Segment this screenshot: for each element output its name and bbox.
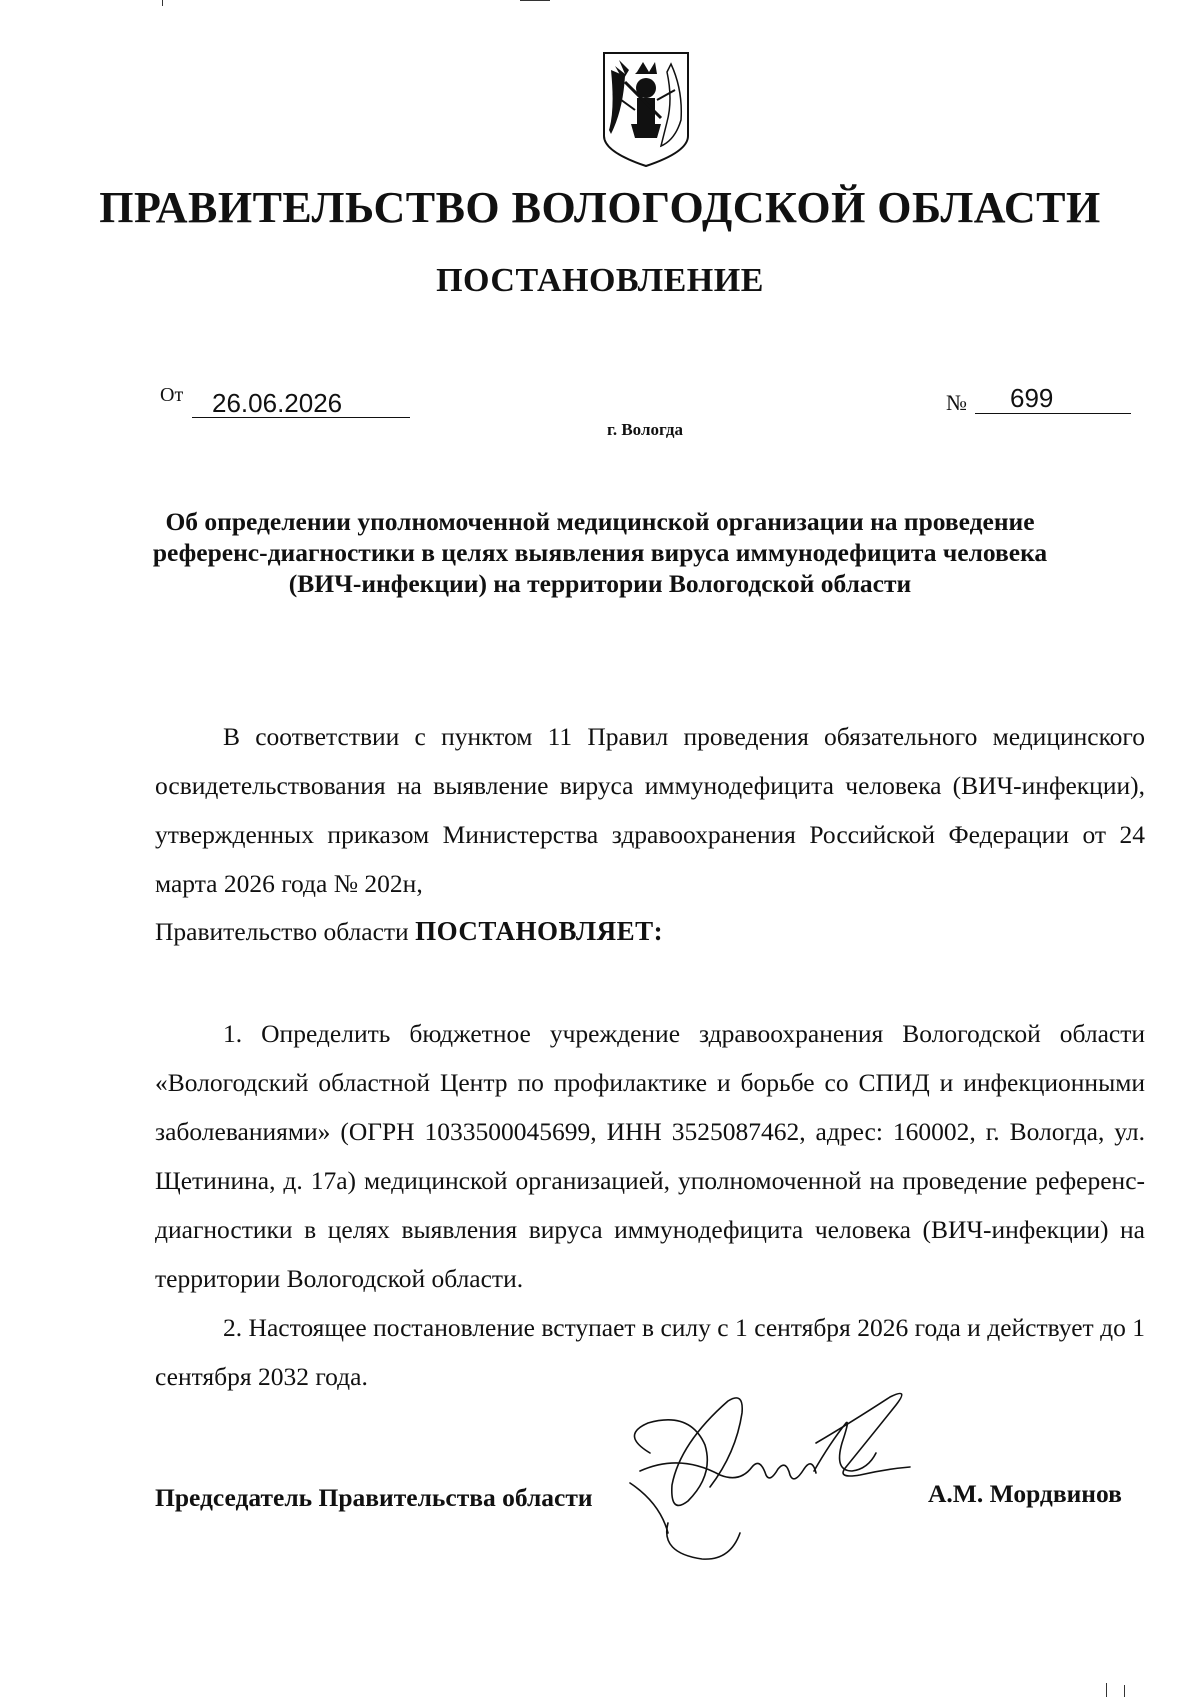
signatory-position: Председатель Правительства области xyxy=(155,1483,593,1512)
scan-mark xyxy=(520,0,550,1)
date-underline xyxy=(192,417,410,418)
number-sign: № xyxy=(946,390,967,415)
document-subject: Об определении уполномоченной медицинской организации на проведение референс-диагностики в целях выявления вируса иммунодефицита человека (ВИЧ-инфекции) на территории Вологодской области xyxy=(152,507,1048,598)
resolution-item: 1. Определить бюджетное учреждение здравоохранения Вологодской области «Вологодский областной Центр по профилактике и борьбе со СПИД и инфекционными заболеваниями» (ОГРН 1033500045699, ИНН 3525087462, адрес: 160002, г. Вологда, ул. Щетинина, д. 17а) медицинской организацией, уполномоченной на проведение референс-диагностики в целях выявления вируса иммунодефицита человека (ВИЧ-инфекции) на территории Вологодской области. xyxy=(155,1019,1145,1293)
signatory-name: А.М. Мордвинов xyxy=(928,1479,1122,1508)
resolution-item: 2. Настоящее постановление вступает в силу с 1 сентября 2026 года и действует до 1 сентября 2032 года. xyxy=(155,1313,1145,1391)
document-date: 26.06.2026 xyxy=(212,388,343,418)
scan-mark xyxy=(1124,1685,1125,1697)
document-type: ПОСТАНОВЛЕНИЕ xyxy=(436,262,764,299)
document-number: 699 xyxy=(1010,383,1054,413)
resolves-prefix: Правительство области xyxy=(155,917,409,946)
government-title: ПРАВИТЕЛЬСТВО ВОЛОГОДСКОЙ ОБЛАСТИ xyxy=(99,183,1101,232)
date-prefix: От xyxy=(160,384,184,406)
preamble-paragraph: В соответствии с пунктом 11 Правил проведения обязательного медицинского освидетельствования на выявление вируса иммунодефицита человека (ВИЧ-инфекции), утвержденных приказом Министерства здравоохранения Российской Федерации от 24 марта 2026 года № 202н, xyxy=(155,722,1145,898)
handwritten-signature xyxy=(610,1383,940,1573)
coat-of-arms-icon xyxy=(601,50,691,168)
scan-mark xyxy=(162,0,163,6)
resolves-keyword: ПОСТАНОВЛЯЕТ: xyxy=(415,916,664,946)
city: г. Вологда xyxy=(607,420,683,439)
number-underline xyxy=(975,413,1131,414)
scan-mark xyxy=(1106,1683,1107,1697)
resolves-line xyxy=(155,907,1145,956)
resolution-items xyxy=(155,1009,1145,1401)
